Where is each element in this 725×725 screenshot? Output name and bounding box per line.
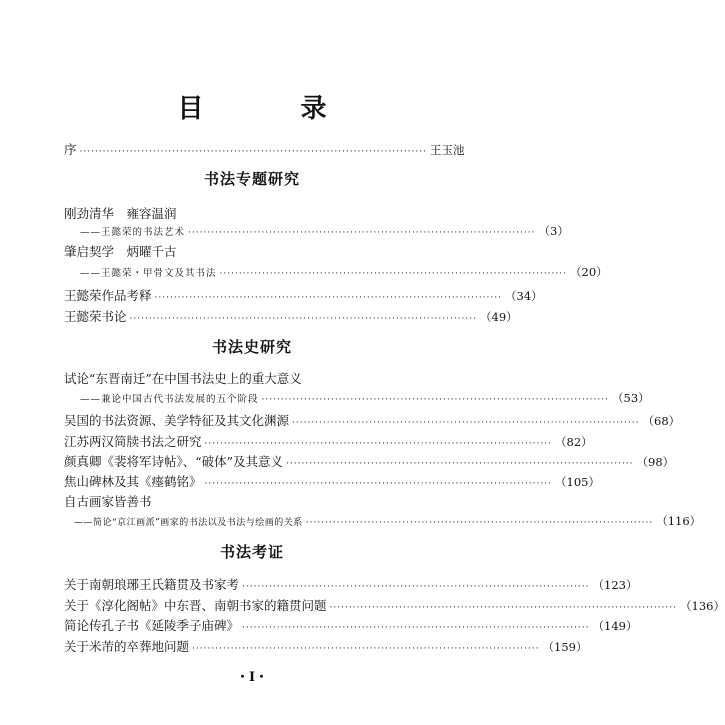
entry-label: 简论传孔子书《延陵季子庙碑》 [64, 618, 240, 633]
section-heading-3: 书法考证 [219, 543, 284, 561]
entry-page: （68） [642, 414, 681, 428]
entry-label: 焦山碑林及其《瘗鹤铭》 [64, 474, 202, 489]
toc-entry-sub[interactable] [80, 223, 569, 241]
entry-label: 序 [64, 142, 77, 157]
leader-dots: ·························································································· [329, 603, 677, 613]
entry-page: （149） [592, 619, 638, 633]
entry-page: （116） [656, 514, 702, 528]
leader-dots: ·························································································· [79, 147, 427, 157]
entry-label: ——简论“京江画派”画家的书法以及书法与绘画的关系 [74, 518, 303, 528]
leader-dots: ·························································································· [292, 418, 640, 428]
section-heading-1: 书法专题研究 [203, 170, 300, 188]
entry-label: 关于米芾的卒葬地问题 [64, 639, 190, 654]
toc-entry[interactable] [64, 411, 681, 429]
entry-page: （53） [612, 391, 650, 405]
entry-page: （123） [592, 578, 638, 592]
entry-label: ——王懿荣・甲骨文及其书法 [80, 268, 217, 279]
entry-label: 王懿荣作品考释 [64, 288, 152, 303]
leader-dots: ·························································································· [192, 644, 540, 654]
leader-dots: ·························································································· [129, 314, 477, 324]
toc-entry[interactable] [64, 307, 518, 325]
entry-page: （82） [555, 435, 593, 449]
entry-label: 关于《淳化阁帖》中东晋、南朝书家的籍贯问题 [64, 598, 327, 613]
leader-dots: ·························································································· [188, 228, 536, 238]
toc-entry[interactable] [64, 204, 448, 222]
entry-page: （105） [555, 475, 600, 489]
entry-page: （49） [480, 310, 518, 324]
toc-entry[interactable] [64, 616, 638, 634]
leader-dots: ·························································································· [242, 623, 590, 633]
entry-label: 刚劲清华 雍容温润 [64, 206, 177, 221]
entry-author: 王玉池 [430, 143, 465, 157]
entry-label: 江苏两汉简牍书法之研究 [64, 434, 202, 449]
entry-label: 颜真卿《裴将军诗帖》、“破体”及其意义 [64, 454, 284, 469]
toc-entry[interactable] [64, 242, 448, 260]
leader-dots: ·························································································· [286, 459, 634, 469]
page-number: ・I・ [235, 670, 269, 685]
entry-label: 肇启契学 炳曜千古 [64, 244, 177, 259]
toc-entry[interactable] [64, 369, 448, 387]
toc-entry-preface[interactable] [64, 140, 465, 158]
toc-entry-sub[interactable] [74, 513, 702, 531]
toc-entry[interactable] [64, 575, 638, 593]
toc-entry[interactable] [64, 452, 675, 470]
entry-page: （136） [680, 599, 725, 613]
entry-page: （3） [538, 224, 569, 238]
entry-label: 自古画家皆善书 [64, 494, 152, 509]
leader-dots: ·························································································· [261, 395, 609, 405]
entry-page: （34） [505, 289, 543, 303]
entry-page: （159） [542, 640, 588, 654]
entry-page: （20） [570, 265, 608, 279]
entry-label: 吴国的书法资源、美学特征及其文化渊源 [64, 413, 290, 428]
toc-entry[interactable] [64, 472, 600, 490]
toc-entry[interactable] [64, 492, 448, 510]
toc-entry-sub[interactable] [80, 390, 650, 408]
toc-entry[interactable] [64, 637, 588, 655]
toc-entry[interactable] [64, 432, 593, 450]
leader-dots: ·························································································· [219, 269, 567, 279]
leader-dots: ·························································································· [204, 479, 552, 489]
toc-entry[interactable] [64, 286, 543, 304]
section-heading-2: 书法史研究 [211, 338, 292, 356]
leader-dots: ·························································································· [204, 439, 552, 449]
toc-entry-sub[interactable] [80, 264, 608, 282]
entry-label: 试论“东晋南迁”在中国书法史上的重大意义 [64, 371, 302, 386]
leader-dots: ·························································································· [154, 293, 502, 303]
page-title: 目 录 [177, 94, 371, 124]
leader-dots: ·························································································· [305, 518, 654, 528]
entry-label: ——王懿荣的书法艺术 [80, 227, 186, 238]
leader-dots: ·························································································· [242, 582, 590, 592]
entry-label: ——兼论中国古代书法发展的五个阶段 [80, 394, 259, 405]
entry-page: （98） [636, 455, 675, 469]
entry-label: 关于南朝琅琊王氏籍贯及书家考 [64, 577, 240, 592]
toc-entry[interactable] [64, 596, 725, 614]
entry-label: 王懿荣书论 [64, 309, 127, 324]
